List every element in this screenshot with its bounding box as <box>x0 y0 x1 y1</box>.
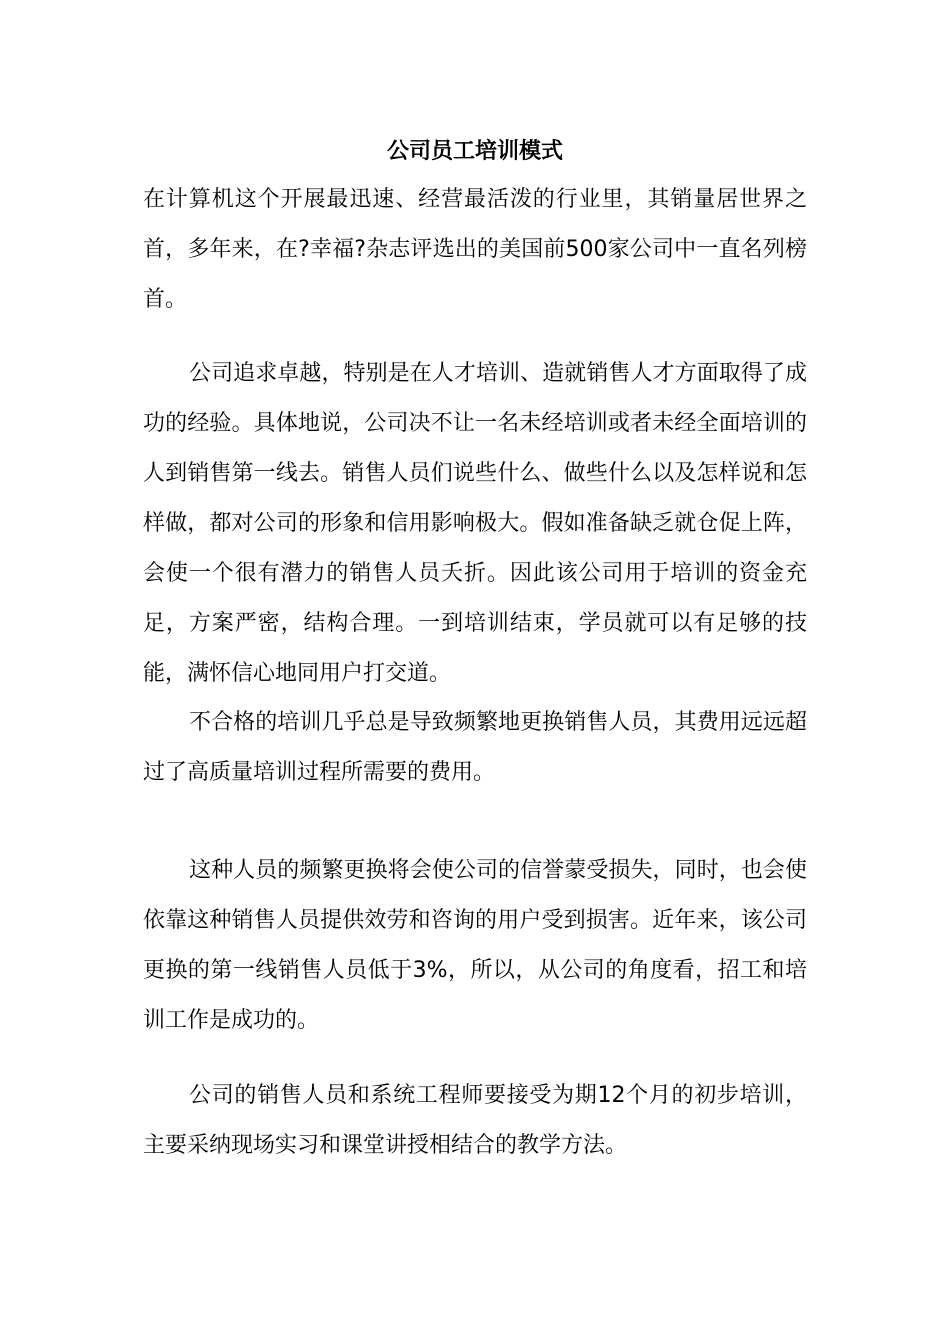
document-title: 公司员工培训模式 <box>386 139 563 164</box>
paragraph-5: 公司的销售人员和系统工程师要接受为期12个月的初步培训，主要采纳现场实习和课堂讲授相结合的教学方法。 <box>143 1083 807 1158</box>
paragraph-2: 公司追求卓越，特别是在人才培训、造就销售人才方面取得了成功的经验。具体地说，公司决不让一名未经培训或者未经全面培训的人到销售第一线去。销售人员们说些什么、做些什么以及怎样说和怎样做，都对公司的形象和信用影响极大。假如准备缺乏就仓促上阵，会使一个很有潜力的销售人员夭折。因此该公司用于培训的资金充足，方案严密，结构合理。一到培训结束，学员就可以有足够的技能，满怀信心地同用户打交道。 <box>143 361 807 686</box>
paragraph-3: 不合格的培训几乎总是导致频繁地更换销售人员，其费用远远超过了高质量培训过程所需要的费用。 <box>143 710 807 785</box>
paragraph-4: 这种人员的频繁更换将会使公司的信誉蒙受损失，同时，也会使依靠这种销售人员提供效劳和咨询的用户受到损害。近年来，该公司更换的第一线销售人员低于3%，所以，从公司的角度看，招工和培训工作是成功的。 <box>143 858 807 1033</box>
paragraph-1: 在计算机这个开展最迅速、经营最活泼的行业里，其销量居世界之首，多年来，在?幸福?杂志评选出的美国前500家公司中一直名列榜首。 <box>143 187 807 312</box>
